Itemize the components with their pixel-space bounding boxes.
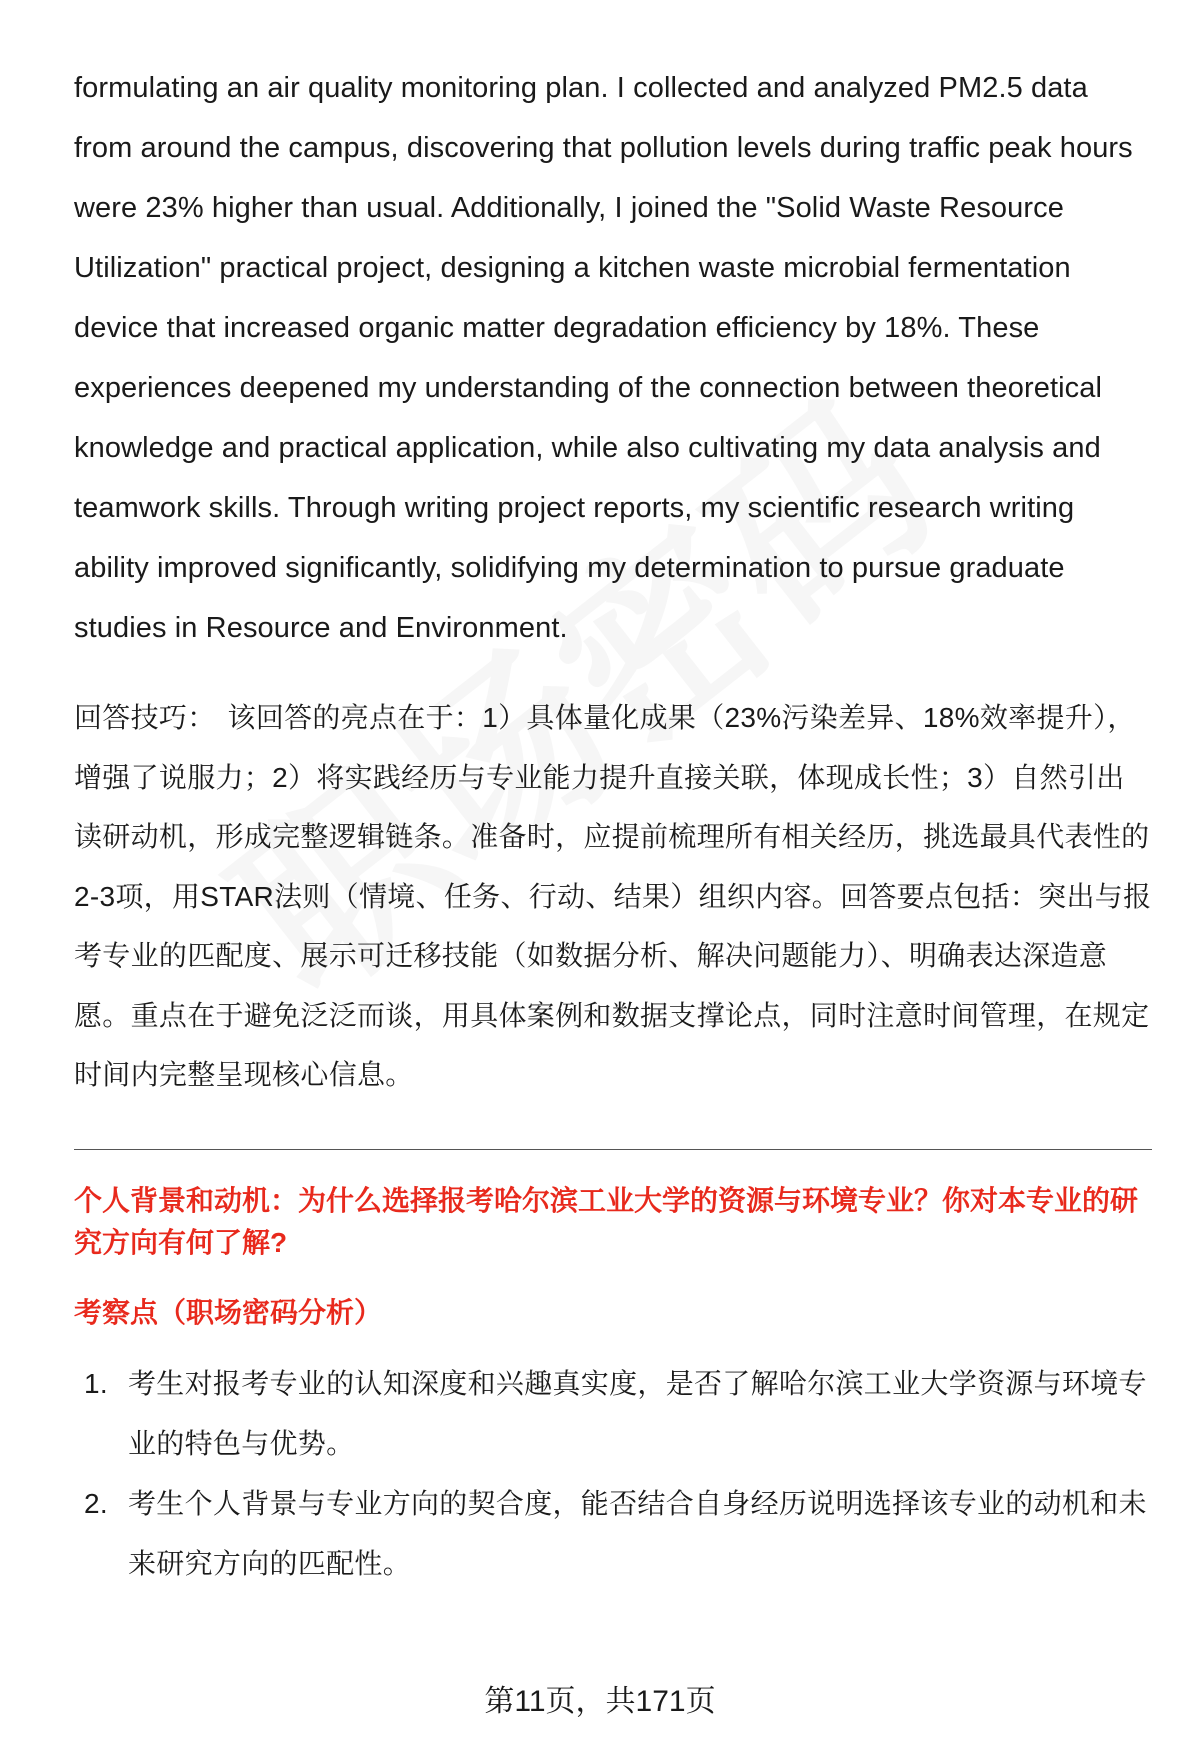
list-item-number: 1. <box>84 1367 108 1399</box>
list-item <box>74 1354 1152 1474</box>
list-item-text: 考生个人背景与专业方向的契合度，能否结合自身经历说明选择该专业的动机和未来研究方向的匹配性。 <box>128 1487 1147 1579</box>
tips-label: 回答技巧： <box>74 702 216 733</box>
list-item-text: 考生对报考专业的认知深度和兴趣真实度，是否了解哈尔滨工业大学资源与环境专业的特色与优势。 <box>128 1367 1147 1459</box>
section-divider <box>74 1149 1152 1150</box>
question-title: 个人背景和动机：为什么选择报考哈尔滨工业大学的资源与环境专业？你对本专业的研究方向有何了解? <box>74 1184 1139 1258</box>
exam-point-title: 考察点（职场密码分析） <box>74 1296 383 1328</box>
answer-tips <box>74 688 1152 1105</box>
answer-paragraph: formulating an air quality monitoring plan. I collected and analyzed PM2.5 data from around the campus, discovering that pollution levels during traffic peak hours were 23% higher than usual. Additionally, I joined the "Solid Waste Resource Utilization" practical project, designing a kitchen waste microbial fermentation device that increased organic matter degradation efficiency by 18%. These experiences deepened my understanding of the connection between theoretical knowledge and practical application, while also cultivating my data analysis and teamwork skills. Through writing project reports, my scientific research writing ability improved significantly, solidifying my determination to pursue graduate studies in Resource and Environment. <box>74 72 1133 644</box>
document-page <box>74 58 1152 1594</box>
page-number: 第11页，共171页 <box>484 1685 716 1718</box>
exam-points-list <box>74 1354 1152 1594</box>
list-item-number: 2. <box>84 1487 108 1519</box>
tips-text: 该回答的亮点在于：1）具体量化成果（23%污染差异、18%效率提升），增强了说服力；2）将实践经历与专业能力提升直接关联，体现成长性；3）自然引出读研动机，形成完整逻辑链条。准备时，应提前梳理所有相关经历，挑选最具代表性的2-3项，用STAR法则（情境、任务、行动、结果）组织内容。回答要点包括：突出与报考专业的匹配度、展示可迁移技能（如数据分析、解决问题能力）、明确表达深造意愿。重点在于避免泛泛而谈，用具体案例和数据支撑论点，同时注意时间管理，在规定时间内完整呈现核心信息。 <box>74 702 1152 1090</box>
list-item <box>74 1474 1152 1594</box>
